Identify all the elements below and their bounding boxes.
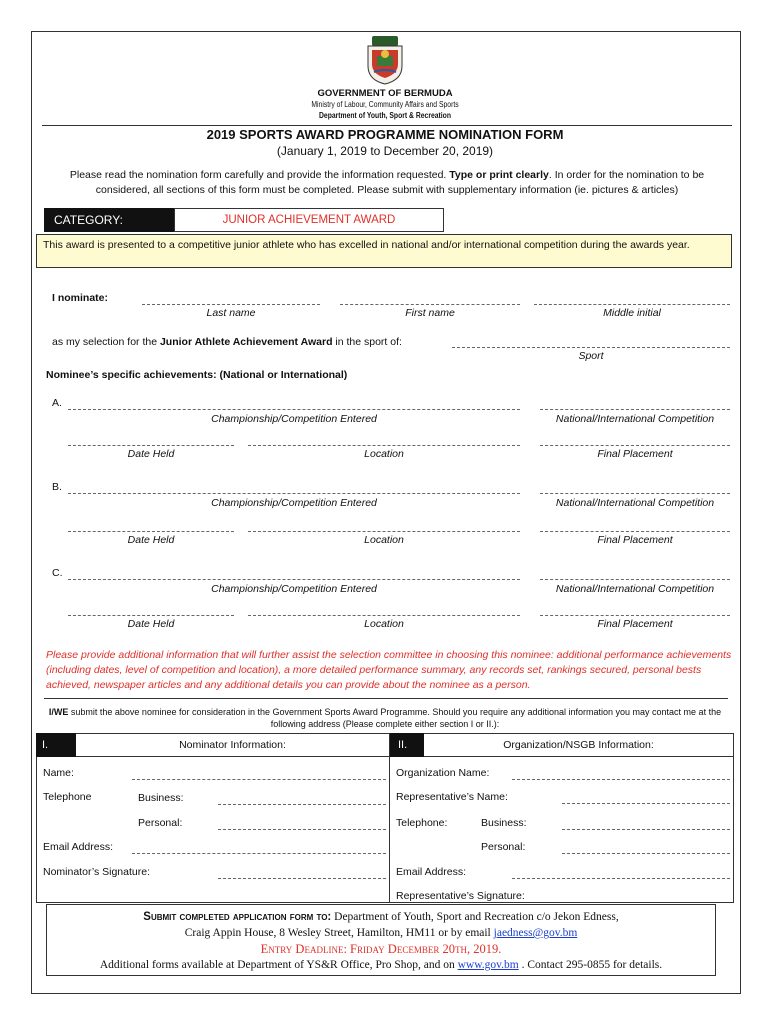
date-held-label: Date Held <box>127 618 175 630</box>
government-heading: GOVERNMENT OF BERMUDA <box>317 88 453 99</box>
nominator-name-field[interactable] <box>132 779 386 780</box>
section-one-title: Nominator Information: <box>76 733 389 757</box>
location-field[interactable] <box>248 445 520 446</box>
representative-signature-label: Representative’s Signature: <box>396 890 525 902</box>
category-value: JUNIOR ACHIEVEMENT AWARD <box>174 208 444 232</box>
nominator-email-field[interactable] <box>132 853 386 854</box>
submit-address-line: Submit completed application form to: Department of Youth, Sport and Recreation c/o Jekon Edness, <box>143 911 619 923</box>
nominator-business-label: Business: <box>138 792 184 804</box>
final-placement-label: Final Placement <box>597 448 673 460</box>
organization-personal-phone-field[interactable] <box>562 853 730 854</box>
header-divider <box>42 125 732 126</box>
nominator-telephone-label: Telephone <box>43 791 92 803</box>
organization-name-label: Organization Name: <box>396 767 490 779</box>
section-one-numeral: I. <box>36 733 76 757</box>
location-label: Location <box>364 534 404 546</box>
first-name-label: First name <box>405 307 455 319</box>
final-placement-field[interactable] <box>540 615 730 616</box>
date-held-label: Date Held <box>127 448 175 460</box>
organization-email-field[interactable] <box>512 878 730 879</box>
competition-level-label: National/International Competition <box>555 497 715 509</box>
championship-label: Championship/Competition Entered <box>211 413 377 425</box>
department-subheading: Department of Youth, Sport & Recreation <box>319 111 451 120</box>
nominate-label: I nominate: <box>52 292 109 304</box>
achievement-letter: C. <box>52 567 63 579</box>
location-field[interactable] <box>248 615 520 616</box>
championship-field[interactable] <box>68 579 520 580</box>
achievement-letter: A. <box>52 397 62 409</box>
entry-deadline: Entry Deadline: Friday December 20th, 2019. <box>260 942 502 956</box>
achievement-letter: B. <box>52 481 62 493</box>
nominator-signature-field[interactable] <box>218 878 386 879</box>
representative-name-field[interactable] <box>562 803 730 804</box>
organization-business-phone-field[interactable] <box>562 829 730 830</box>
last-name-field[interactable] <box>142 304 320 305</box>
competition-level-field[interactable] <box>540 493 730 494</box>
form-title: 2019 SPORTS AWARD PROGRAMME NOMINATION FORM <box>206 127 564 142</box>
last-name-label: Last name <box>206 307 256 319</box>
championship-field[interactable] <box>68 409 520 410</box>
submit-divider <box>44 698 728 699</box>
nominator-signature-label: Nominator’s Signature: <box>43 866 150 878</box>
date-held-field[interactable] <box>68 615 234 616</box>
additional-forms-line: Additional forms available at Department of YS&R Office, Pro Shop, and on www.gov.bm . Contact 295-0855 for details. <box>99 959 663 971</box>
championship-label: Championship/Competition Entered <box>211 583 377 595</box>
location-field[interactable] <box>248 531 520 532</box>
website-link[interactable]: www.gov.bm <box>457 959 519 971</box>
nominator-personal-phone-field[interactable] <box>218 829 386 830</box>
address-line-2: Craig Appin House, 8 Wesley Street, Hamilton, HM11 or by email jaedness@gov.bm <box>184 927 578 939</box>
contact-divider <box>389 733 390 903</box>
nominator-business-phone-field[interactable] <box>218 804 386 805</box>
organization-business-label: Business: <box>481 817 527 829</box>
competition-level-field[interactable] <box>540 409 730 410</box>
nominator-email-label: Email Address: <box>43 841 114 853</box>
sport-field[interactable] <box>452 347 730 348</box>
organization-email-label: Email Address: <box>396 866 467 878</box>
selection-sentence: as my selection for the Junior Athlete Achievement Award in the sport of: <box>52 336 402 348</box>
category-label: CATEGORY: <box>44 208 174 232</box>
form-dates: (January 1, 2019 to December 20, 2019) <box>276 144 494 158</box>
championship-label: Championship/Competition Entered <box>211 497 377 509</box>
nominator-personal-label: Personal: <box>138 817 183 829</box>
competition-level-field[interactable] <box>540 579 730 580</box>
championship-field[interactable] <box>68 493 520 494</box>
representative-name-label: Representative’s Name: <box>396 791 508 803</box>
bermuda-coat-of-arms-icon <box>364 34 406 86</box>
submit-label: Submit completed application form to: <box>143 911 332 923</box>
nominator-name-label: Name: <box>43 767 74 779</box>
submit-statement: I/WE submit the above nominee for consideration in the Government Sports Award Programme. Should you require any additional information you may contact me at the following address (Please complete either section I or II.): <box>48 707 722 729</box>
middle-initial-label: Middle initial <box>603 307 661 319</box>
date-held-label: Date Held <box>127 534 175 546</box>
final-placement-label: Final Placement <box>597 618 673 630</box>
middle-initial-field[interactable] <box>534 304 730 305</box>
intro-paragraph: Please read the nomination form carefully and provide the information requested. Type or print clearly. In order for the nomination to be considered, all sections of this form must be completed. Please submit with supplementary information (ie. pictures & articles) <box>69 169 705 196</box>
final-placement-field[interactable] <box>540 531 730 532</box>
competition-level-label: National/International Competition <box>555 413 715 425</box>
category-description: This award is presented to a competitive junior athlete who has excelled in national and/or international competition during the awards year. <box>36 234 732 268</box>
achievements-heading: Nominee’s specific achievements: (National or International) <box>46 369 348 381</box>
organization-name-field[interactable] <box>512 779 730 780</box>
date-held-field[interactable] <box>68 445 234 446</box>
location-label: Location <box>364 448 404 460</box>
organization-personal-label: Personal: <box>481 841 526 853</box>
email-link[interactable]: jaedness@gov.bm <box>493 927 578 939</box>
ministry-subheading: Ministry of Labour, Community Affairs and Sports <box>311 100 459 109</box>
section-two-numeral: II. <box>390 733 424 757</box>
additional-info-instructions: Please provide additional information that will further assist the selection committee in choosing this nominee: additional performance achievements (including dates, level of competition and location), a more detailed performance summary, any records set, rankings secured, personal bests achieved, newspaper articles and any additional details you can provide about the nominee as a person. <box>46 649 732 691</box>
submission-footer <box>46 904 716 976</box>
first-name-field[interactable] <box>340 304 520 305</box>
final-placement-label: Final Placement <box>597 534 673 546</box>
sport-label: Sport <box>578 350 604 362</box>
organization-telephone-label: Telephone: <box>396 817 448 829</box>
final-placement-field[interactable] <box>540 445 730 446</box>
date-held-field[interactable] <box>68 531 234 532</box>
competition-level-label: National/International Competition <box>555 583 715 595</box>
location-label: Location <box>364 618 404 630</box>
section-two-title: Organization/NSGB Information: <box>424 733 733 757</box>
